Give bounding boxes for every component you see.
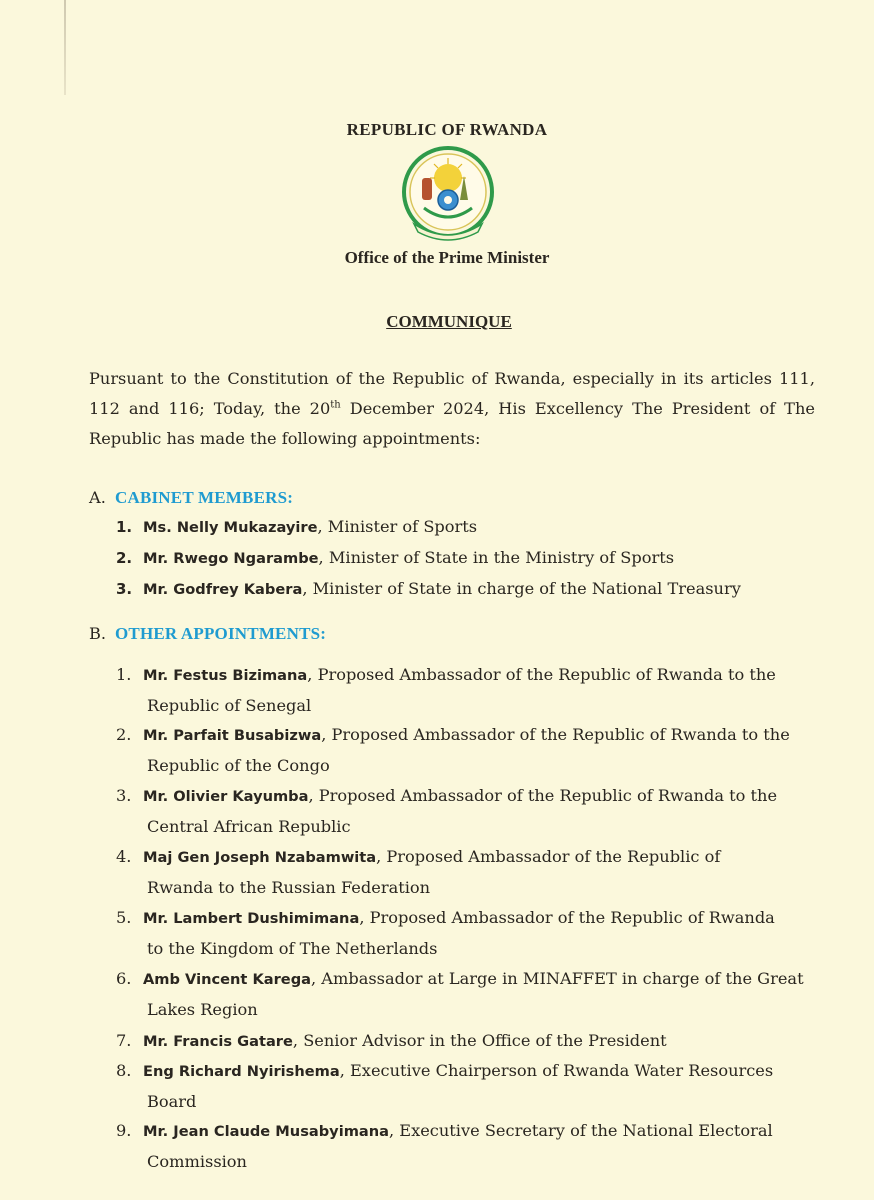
section-title: OTHER APPOINTMENTS: bbox=[115, 624, 327, 643]
list-item: 3. Mr. Olivier Kayumba, Proposed Ambassador of the Republic of Rwanda to the Central African Republic bbox=[116, 786, 778, 836]
section-letter: A. bbox=[89, 488, 106, 507]
list-item: 9. Mr. Jean Claude Musabyimana, Executive Secretary of the National Electoral Commission bbox=[116, 1121, 773, 1171]
intro-line-2: 112 and 116; Today, the 20th December 2024, His Excellency The President of The bbox=[89, 399, 815, 418]
office-heading: Office of the Prime Minister bbox=[344, 248, 550, 267]
section-letter: B. bbox=[89, 624, 107, 643]
rwanda-coat-of-arms-icon bbox=[400, 142, 496, 246]
intro-paragraph bbox=[89, 364, 815, 454]
list-item: 1. Ms. Nelly Mukazayire, Minister of Sports bbox=[116, 517, 478, 536]
list-item: 8. Eng Richard Nyirishema, Executive Chairperson of Rwanda Water Resources Board bbox=[116, 1061, 774, 1111]
section-title: CABINET MEMBERS: bbox=[115, 488, 294, 507]
list-item: 2. Mr. Parfait Busabizwa, Proposed Ambassador of the Republic of Rwanda to the Republic of the Congo bbox=[116, 725, 790, 775]
list-item: 3. Mr. Godfrey Kabera, Minister of State in charge of the National Treasury bbox=[116, 579, 741, 598]
document-title: COMMUNIQUE bbox=[386, 312, 512, 331]
section-cabinet-members bbox=[89, 488, 293, 508]
list-item: 5. Mr. Lambert Dushimimana, Proposed Ambassador of the Republic of Rwanda to the Kingdom of The Netherlands bbox=[116, 908, 775, 958]
republic-heading: REPUBLIC OF RWANDA bbox=[346, 120, 548, 139]
list-item: 4. Maj Gen Joseph Nzabamwita, Proposed Ambassador of the Republic of Rwanda to the Russian Federation bbox=[116, 847, 721, 897]
list-item: 2. Mr. Rwego Ngarambe, Minister of State in the Ministry of Sports bbox=[116, 548, 675, 567]
list-item: 1. Mr. Festus Bizimana, Proposed Ambassador of the Republic of Rwanda to the Republic of Senegal bbox=[116, 665, 776, 715]
section-other-appointments bbox=[89, 624, 326, 644]
intro-line-1: Pursuant to the Constitution of the Republic of Rwanda, especially in its articles 111, bbox=[89, 369, 815, 388]
list-item: 7. Mr. Francis Gatare, Senior Advisor in the Office of the President bbox=[116, 1031, 667, 1050]
intro-line-3: Republic has made the following appointments: bbox=[89, 429, 481, 448]
scan-edge-line bbox=[64, 0, 66, 95]
list-item: 6. Amb Vincent Karega, Ambassador at Large in MINAFFET in charge of the Great Lakes Region bbox=[116, 969, 804, 1019]
